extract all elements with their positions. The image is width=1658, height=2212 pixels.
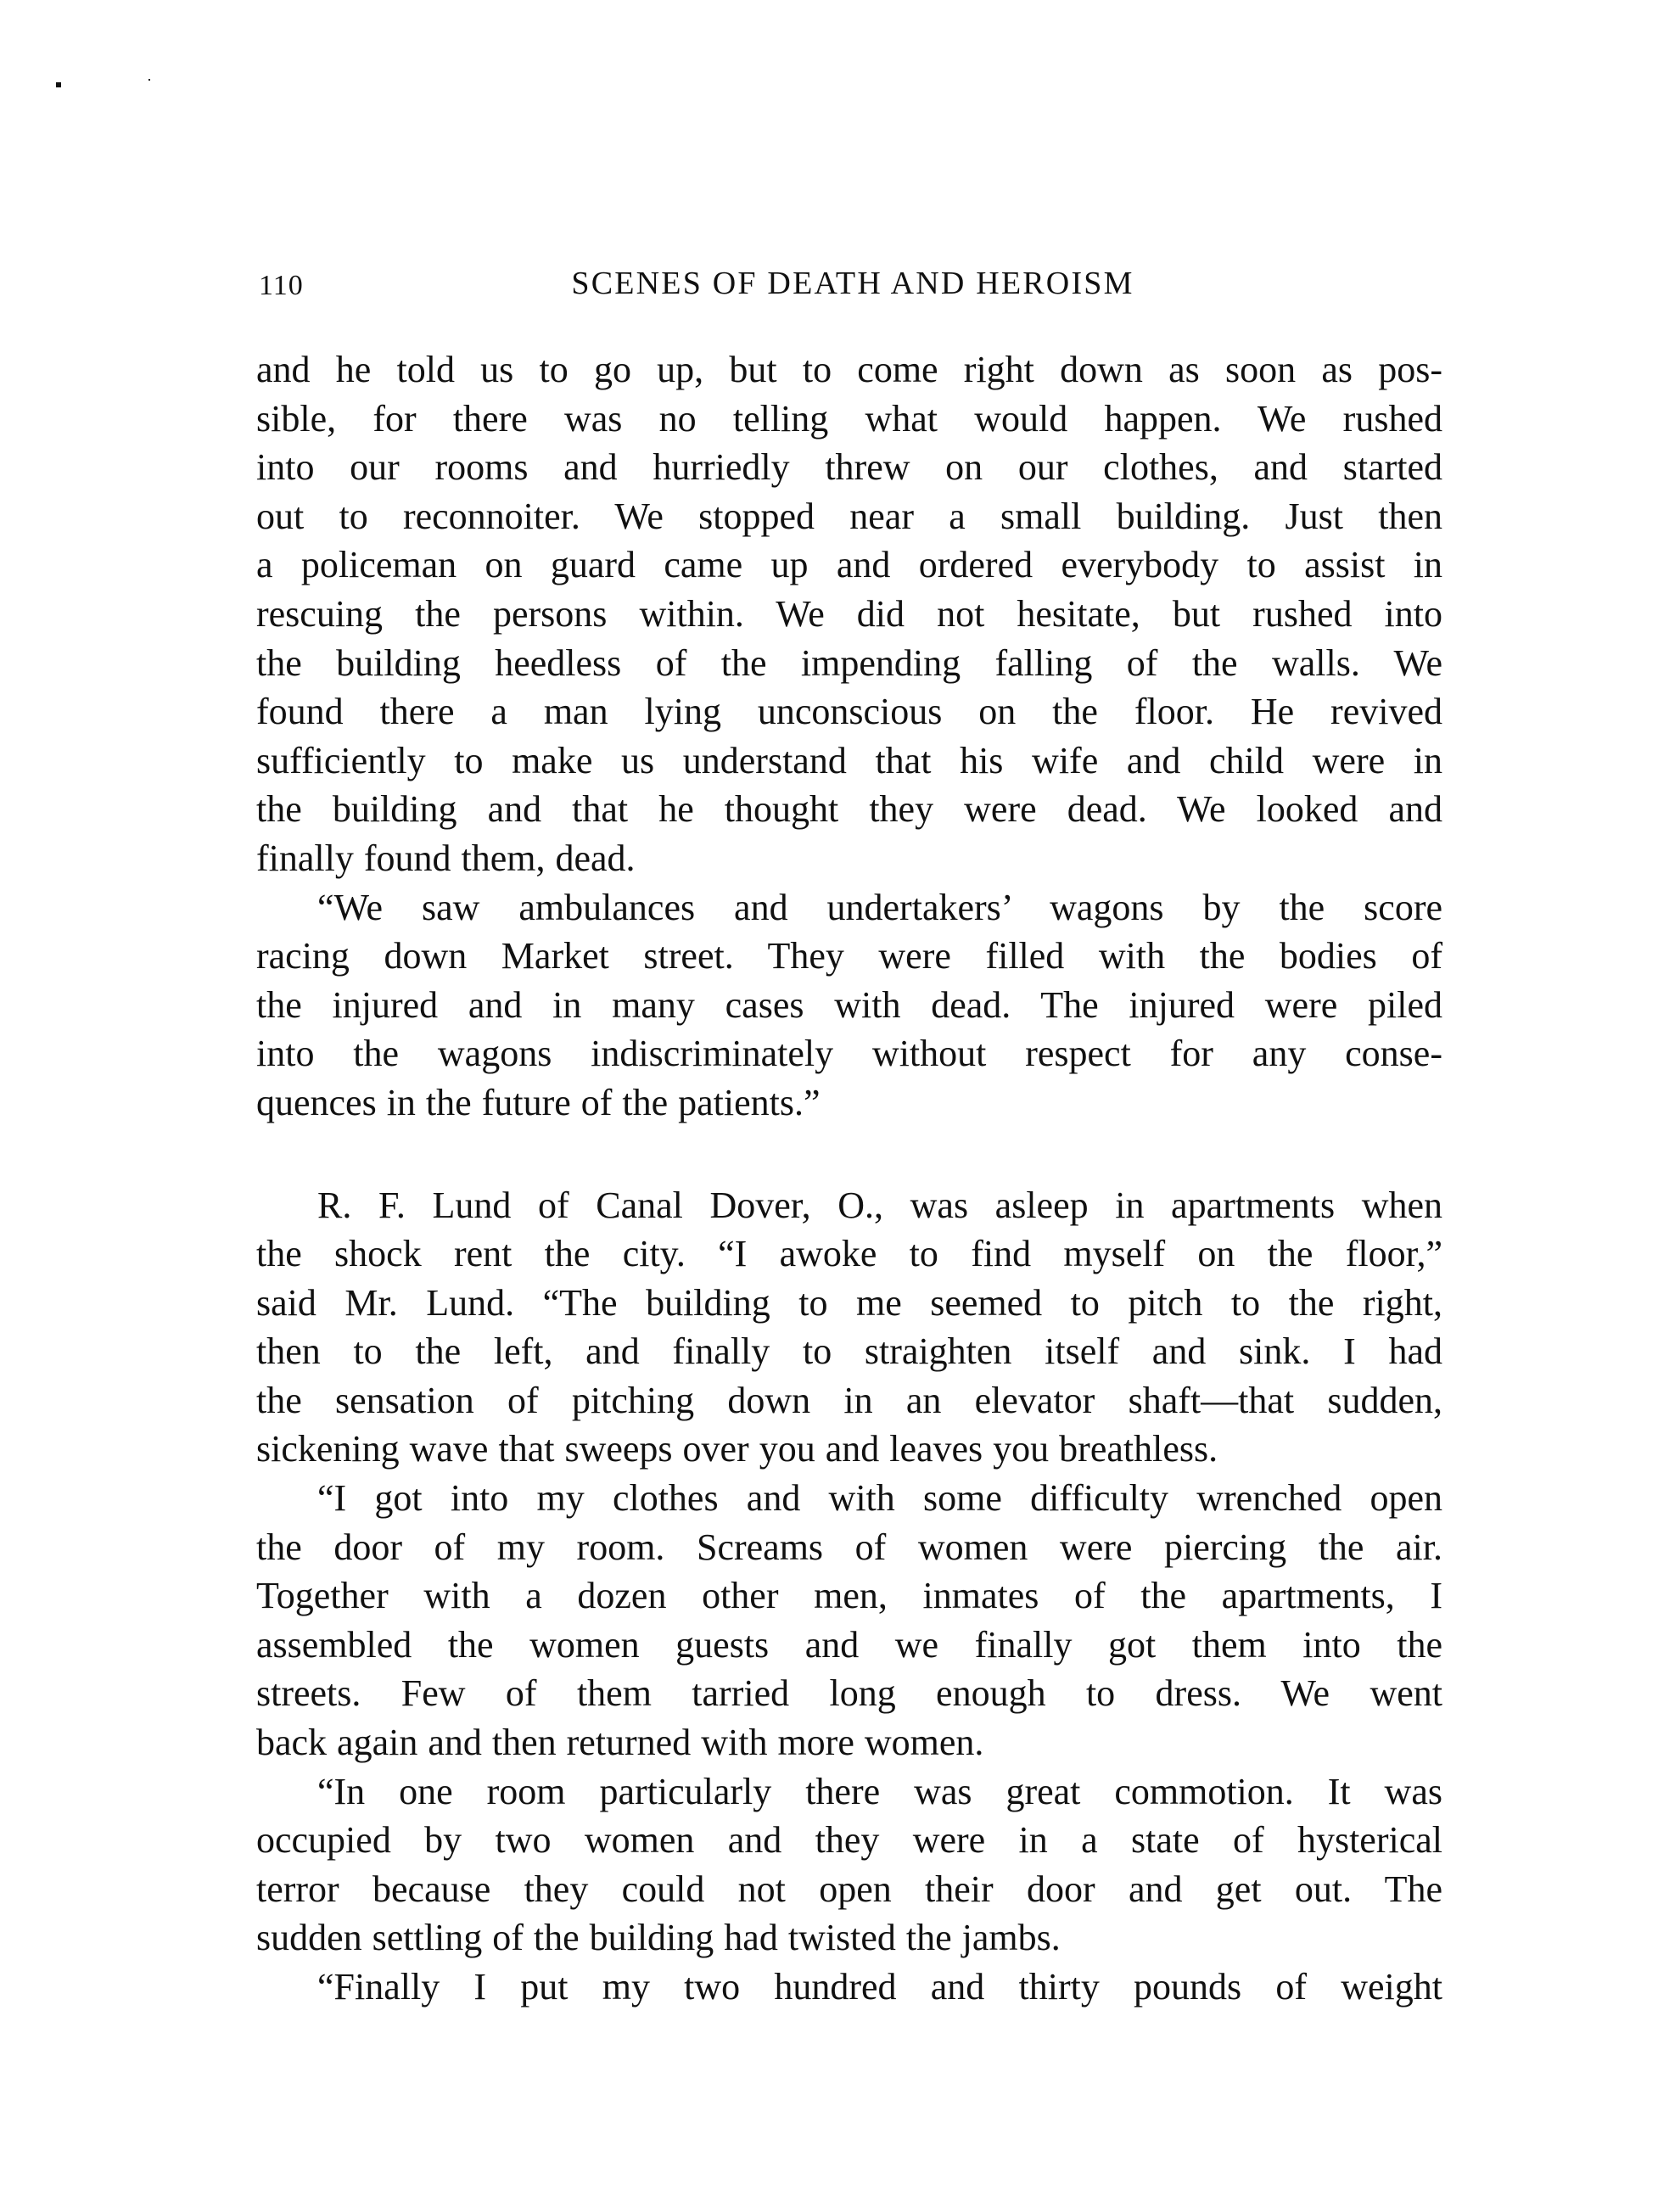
text-line: terror because they could not open their door and get out. The — [256, 1868, 1442, 1910]
text-line: Together with a dozen other men, inmates of the apartments, I — [256, 1575, 1442, 1617]
scan-speck — [148, 79, 150, 81]
paragraph — [256, 1181, 1442, 1475]
text-line: sickening wave that sweeps over you and leaves you breathless. — [256, 1428, 1218, 1470]
text-line: and he told us to go up, but to come right down as soon as pos- — [256, 349, 1442, 390]
text-line: found there a man lying unconscious on the floor. He revived — [256, 691, 1442, 733]
text-line: rescuing the persons within. We did not hesitate, but rushed into — [256, 592, 1442, 635]
text-line: then to the left, and finally to straighten itself and sink. I had — [256, 1330, 1442, 1373]
text-line: assembled the women guests and we finally got them into the — [256, 1623, 1442, 1666]
scan-speck — [56, 82, 61, 87]
text-line: back again and then returned with more women. — [256, 1722, 984, 1764]
text-line: into the wagons indiscriminately without respect for any conse- — [256, 1033, 1442, 1075]
text-line: into our rooms and hurriedly threw on our clothes, and started — [256, 446, 1442, 489]
text-line: streets. Few of them tarried long enough to dress. We went — [256, 1672, 1442, 1715]
running-title: SCENES OF DEATH AND HEROISM — [571, 266, 1134, 301]
text-line: finally found them, dead. — [256, 837, 636, 879]
text-line: the injured and in many cases with dead. The injured were piled — [256, 983, 1442, 1026]
text-line: sudden settling of the building had twisted the jambs. — [256, 1917, 1061, 1959]
text-line: sufficiently to make us understand that his wife and child were in — [256, 739, 1442, 781]
text-line: out to reconnoiter. We stopped near a small building. Just then — [256, 495, 1442, 537]
text-line: the building heedless of the impending falling of the walls. We — [256, 641, 1442, 684]
text-line: “In one room particularly there was great commotion. It was — [317, 1770, 1442, 1812]
text-line: the shock rent the city. “I awoke to find myself on the floor,” — [256, 1233, 1442, 1275]
page-number: 110 — [259, 270, 304, 301]
text-line: “I got into my clothes and with some difficulty wrenched open — [317, 1477, 1442, 1520]
text-line: a policeman on guard came up and ordered everybody to assist in — [256, 544, 1442, 586]
text-line: R. F. Lund of Canal Dover, O., was asleep in apartments when — [317, 1184, 1442, 1226]
paragraph — [256, 345, 1442, 883]
paragraph — [256, 1474, 1442, 1767]
text-line: sible, for there was no telling what would happen. We rushed — [256, 397, 1442, 440]
section-break — [256, 1128, 1442, 1181]
text-line: “We saw ambulances and undertakers’ wagons by the score — [317, 886, 1442, 928]
text-line: the building and that he thought they were dead. We looked and — [256, 788, 1442, 831]
paragraph — [256, 883, 1442, 1128]
page-header — [256, 265, 1442, 307]
paragraph — [256, 1767, 1442, 1963]
text-line: racing down Market street. They were filled with the bodies of — [256, 935, 1442, 977]
body-text — [256, 345, 1442, 2012]
text-line: the door of my room. Screams of women were piercing the air. — [256, 1526, 1442, 1568]
text-line: occupied by two women and they were in a state of hysterical — [256, 1819, 1442, 1862]
paragraph — [256, 1963, 1442, 2012]
text-line: said Mr. Lund. “The building to me seemed to pitch to the right, — [256, 1281, 1442, 1324]
text-line: quences in the future of the patients.” — [256, 1081, 821, 1123]
text-line: the sensation of pitching down in an elevator shaft—that sudden, — [256, 1379, 1442, 1421]
text-line: “Finally I put my two hundred and thirty pounds of weight — [317, 1966, 1442, 2008]
